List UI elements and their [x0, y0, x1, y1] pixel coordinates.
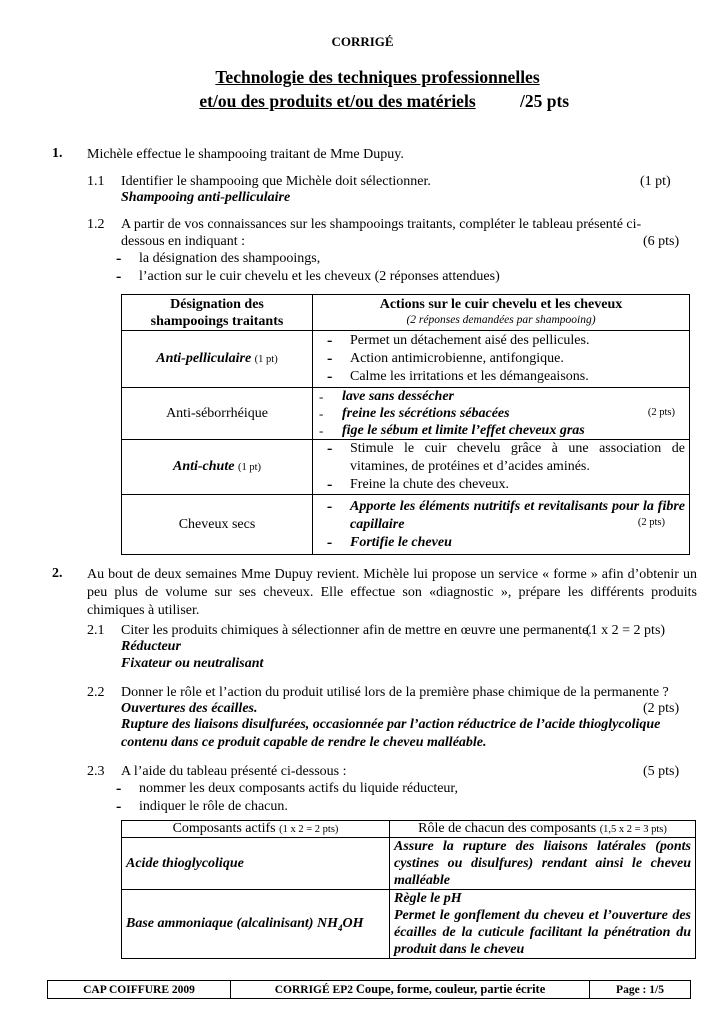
shampoo-name: Anti-séborrhéique: [166, 405, 268, 421]
page-footer: [47, 980, 691, 999]
shampoo-points: (2 pts): [637, 517, 665, 528]
shampoo-points: (2 pts): [647, 407, 675, 418]
head-actifs-points: (1 x 2 = 2 pts): [279, 824, 339, 835]
q11-number: 1.1: [87, 174, 105, 189]
components-table: [121, 820, 696, 959]
action-item: - fige le sébum et limite l’effet cheveux gras: [317, 422, 685, 439]
q21-points: (1 x 2 = 2 pts): [586, 623, 666, 638]
q12-text-line1: A partir de vos connaissances sur les shampooings traitants, compléter le tableau présenté ci-: [121, 217, 642, 232]
component-role: Permet le gonflement du cheveu et l’ouverture des écailles de la cuticule facilitant la pénétration du produit dans le cheveu: [394, 908, 691, 957]
q12-item: - l’action sur le cuir chevelu et les cheveux (2 réponses attendues): [114, 268, 674, 286]
component-name: [126, 916, 363, 931]
shampoo-name-cell: [122, 495, 313, 555]
footer-subject-code: CORRIGÉ EP2: [274, 984, 353, 996]
q12-points: (6 pts): [643, 234, 680, 249]
shampoo-table: [121, 294, 690, 555]
components-table-header: [122, 821, 696, 838]
action-item: - Freine la chute des cheveux.: [325, 476, 685, 494]
action-item: - Apporte les éléments nutritifs et revitalisants pour la fibre capillaire: [325, 498, 685, 534]
action-item: - Stimule le cuir chevelu grâce à une association de vitamines, de protéines et d’acides aminés.: [325, 440, 685, 476]
component-name-main: Base ammoniaque (alcalinisant) NH: [126, 915, 338, 931]
head-actions-subtitle: (2 réponses demandées par shampooing): [406, 314, 596, 326]
action-item: - Calme les irritations et les démangeaisons.: [325, 368, 685, 386]
head-designation-line1: Désignation des: [170, 296, 264, 312]
footer-page-number: Page : 1/5: [590, 981, 691, 999]
head-actions-title: Actions sur le cuir chevelu et les cheveux: [379, 297, 623, 312]
q21-answer: Fixateur ou neutralisant: [121, 656, 264, 671]
page-title-line1: Technologie des techniques professionnelles: [215, 67, 540, 87]
q23-item: - nommer les deux composants actifs du liquide réducteur,: [114, 780, 674, 798]
head-actifs-title: Composants actifs: [172, 821, 276, 836]
shampoo-table-header: [122, 295, 690, 331]
table-row: [122, 440, 690, 495]
footer-subject-title: Coupe, forme, couleur, partie écrite: [355, 982, 546, 996]
shampoo-actions-cell: [313, 331, 690, 388]
footer-subject: [231, 981, 590, 999]
shampoo-name: Anti-pelliculaire: [156, 351, 252, 366]
q11-text: Identifier le shampooing que Michèle doit sélectionner.: [121, 174, 431, 189]
component-name: Acide thioglycolique: [126, 855, 244, 871]
q21-answer: Réducteur: [121, 639, 181, 654]
components-head-actifs: [122, 821, 390, 838]
q22-number: 2.2: [87, 685, 105, 700]
shampoo-table-head-designation: [122, 295, 313, 331]
q23-points: (5 pts): [643, 764, 680, 779]
q22-answer-2: Rupture des liaisons disulfurées, occasionnée par l’action réductrice de l’acide thioglycolique contenu dans ce produit capable de rendre le cheveu malléable.: [121, 717, 661, 750]
footer-exam: CAP COIFFURE 2009: [48, 981, 231, 999]
page-title-line2: et/ou des produits et/ou des matériels: [199, 91, 476, 111]
component-role-cell: [390, 890, 696, 959]
table-row: [122, 890, 696, 959]
component-role-cell: [390, 838, 696, 890]
head-designation-line2: shampooings traitants: [150, 313, 284, 329]
q12-text-line2: dessous en indiquant :: [121, 234, 246, 249]
shampoo-name: Cheveux secs: [178, 516, 256, 532]
shampoo-points: (1 pt): [237, 462, 261, 473]
shampoo-name-cell: [122, 331, 313, 388]
q12-number: 1.2: [87, 217, 105, 232]
table-row: [122, 838, 696, 890]
action-item: - freine les sécrétions sébacées: [317, 405, 685, 422]
component-role: Règle le pH: [394, 891, 462, 906]
q1-number: 1.: [52, 146, 63, 161]
table-row: [122, 388, 690, 440]
q11-points: (1 pt): [640, 174, 671, 189]
component-name-cell: [122, 838, 390, 890]
head-role-title: Rôle de chacun des composants: [418, 821, 597, 836]
action-item: - lave sans dessécher: [317, 388, 685, 405]
shampoo-name-cell: [122, 440, 313, 495]
component-name-subscript: 4: [337, 922, 343, 933]
q2-text: Au bout de deux semaines Mme Dupuy revient. Michèle lui propose un service « forme » afin d’obtenir un peu plus de volume sur ses cheveux. Elle effectue son «diagnostic », prépare les différents produits chimiques à utiliser.: [87, 567, 697, 618]
shampoo-actions-cell: [313, 388, 690, 440]
q12-item: - la désignation des shampooings,: [114, 250, 674, 268]
q12-instructions: [114, 250, 674, 286]
shampoo-name: Anti-chute: [172, 459, 235, 474]
q22-answer-1: Ouvertures des écailles.: [121, 701, 258, 716]
action-item: - Permet un détachement aisé des pellicules.: [325, 332, 685, 350]
q23-number: 2.3: [87, 764, 105, 779]
q23-text: A l’aide du tableau présenté ci-dessous :: [121, 764, 347, 779]
table-row: [122, 495, 690, 555]
q11-answer: Shampooing anti-pelliculaire: [121, 190, 291, 205]
shampoo-actions-cell: [313, 495, 690, 555]
q23-item: - indiquer le rôle de chacun.: [114, 798, 674, 816]
q1-text: Michèle effectue le shampooing traitant de Mme Dupuy.: [87, 147, 404, 162]
q2-number: 2.: [52, 566, 63, 581]
corrige-label: CORRIGÉ: [331, 34, 394, 49]
component-name-end: OH: [342, 915, 364, 931]
table-row: [122, 331, 690, 388]
q22-points: (2 pts): [643, 701, 680, 716]
shampoo-actions-cell: [313, 440, 690, 495]
shampoo-table-head-actions: [313, 295, 690, 331]
total-points: /25 pts: [520, 91, 570, 111]
head-role-points: (1,5 x 2 = 3 pts): [599, 824, 667, 835]
action-item: - Fortifie le cheveu: [325, 534, 685, 552]
action-item: - Action antimicrobienne, antifongique.: [325, 350, 685, 368]
q22-text: Donner le rôle et l’action du produit utilisé lors de la première phase chimique de la permanente ?: [121, 685, 669, 700]
shampoo-name-cell: [122, 388, 313, 440]
shampoo-points: (1 pt): [254, 354, 278, 365]
component-role: Assure la rupture des liaisons latérales (ponts cystines ou disulfures) rendant ainsi le cheveu malléable: [394, 839, 691, 888]
component-name-cell: [122, 890, 390, 959]
q21-text: Citer les produits chimiques à sélectionner afin de mettre en œuvre une permanente.: [121, 623, 592, 638]
q23-instructions: [114, 780, 674, 816]
q21-number: 2.1: [87, 623, 105, 638]
components-head-role: [390, 821, 696, 838]
